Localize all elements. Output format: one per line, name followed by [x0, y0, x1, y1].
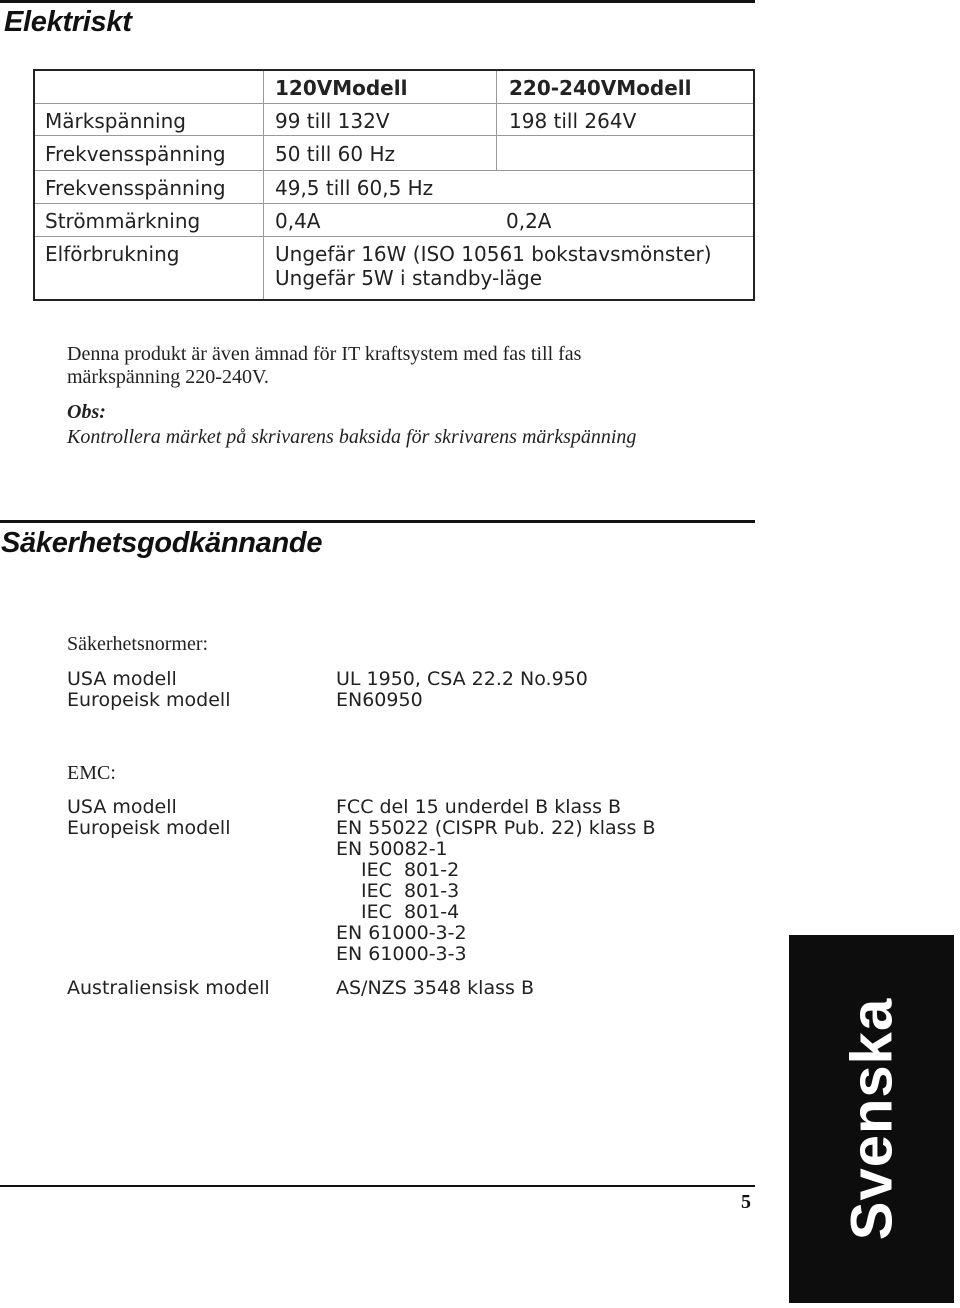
section-title-sakerhetsgodkannande: Säkerhetsgodkännande [1, 527, 323, 559]
emc-value-eu: IEC 801-2 [361, 859, 460, 881]
safety-label: Europeisk modell [67, 689, 231, 711]
table-column-divider [496, 71, 497, 170]
row-label: Frekvensspänning [45, 142, 226, 166]
section-rule-top [0, 0, 755, 3]
emc-label-eu: Europeisk modell [67, 817, 231, 839]
obs-label: Obs: [67, 401, 106, 423]
section-title-elektriskt: Elektriskt [4, 6, 132, 38]
row-value-220v: 198 till 264V [509, 109, 637, 133]
emc-value-eu: IEC 801-3 [361, 880, 460, 902]
table-header-220v: 220-240VModell [509, 76, 692, 100]
section-rule [0, 520, 755, 523]
language-tab-label: Svenska [839, 997, 904, 1241]
row-value-120v: 50 till 60 Hz [275, 142, 396, 166]
row-value-120v: 0,4A [275, 209, 321, 233]
emc-value-eu: EN 61000-3-2 [336, 922, 467, 944]
row-value-120v: 99 till 132V [275, 109, 390, 133]
emc-label-usa: USA modell [67, 796, 177, 818]
emc-heading: EMC: [67, 762, 116, 784]
row-value-120v: 49,5 till 60,5 Hz [275, 176, 434, 200]
emc-value-eu: EN 50082-1 [336, 838, 448, 860]
row-value-120v-line2: Ungefär 5W i standby-läge [275, 266, 543, 290]
table-row-divider [35, 203, 753, 204]
emc-value-eu: EN 61000-3-3 [336, 943, 467, 965]
note-line: Denna produkt är även ämnad för IT kraftsystem med fas till fas [67, 343, 582, 365]
row-value-120v: Ungefär 16W (ISO 10561 bokstavsmönster) [275, 242, 712, 266]
table-row-divider [35, 103, 753, 104]
safety-heading: Säkerhetsnormer: [67, 633, 209, 655]
footer-rule [0, 1185, 755, 1187]
row-value-220v: 0,2A [506, 209, 552, 233]
row-label: Elförbrukning [45, 242, 180, 266]
table-column-divider [263, 71, 264, 299]
row-label: Strömmärkning [45, 209, 201, 233]
safety-label: USA modell [67, 668, 177, 690]
emc-value-usa: FCC del 15 underdel B klass B [336, 796, 622, 818]
emc-value-au: AS/NZS 3548 klass B [336, 977, 534, 999]
emc-label-au: Australiensisk modell [67, 977, 270, 999]
page-number: 5 [741, 1191, 751, 1213]
row-label: Frekvensspänning [45, 176, 226, 200]
row-label: Märkspänning [45, 109, 186, 133]
safety-value: EN60950 [336, 689, 423, 711]
table-row-divider [35, 236, 753, 237]
table-header-120v: 120VModell [275, 76, 408, 100]
language-tab [789, 935, 954, 1303]
table-row-divider [35, 135, 753, 136]
safety-value: UL 1950, CSA 22.2 No.950 [336, 668, 588, 690]
note-line: märkspänning 220-240V. [67, 366, 269, 388]
obs-text: Kontrollera märket på skrivarens baksida för skrivarens märkspänning [67, 426, 637, 448]
table-row-divider [35, 170, 753, 171]
emc-value-eu: EN 55022 (CISPR Pub. 22) klass B [336, 817, 656, 839]
electrical-spec-table [33, 69, 755, 301]
emc-value-eu: IEC 801-4 [361, 901, 460, 923]
